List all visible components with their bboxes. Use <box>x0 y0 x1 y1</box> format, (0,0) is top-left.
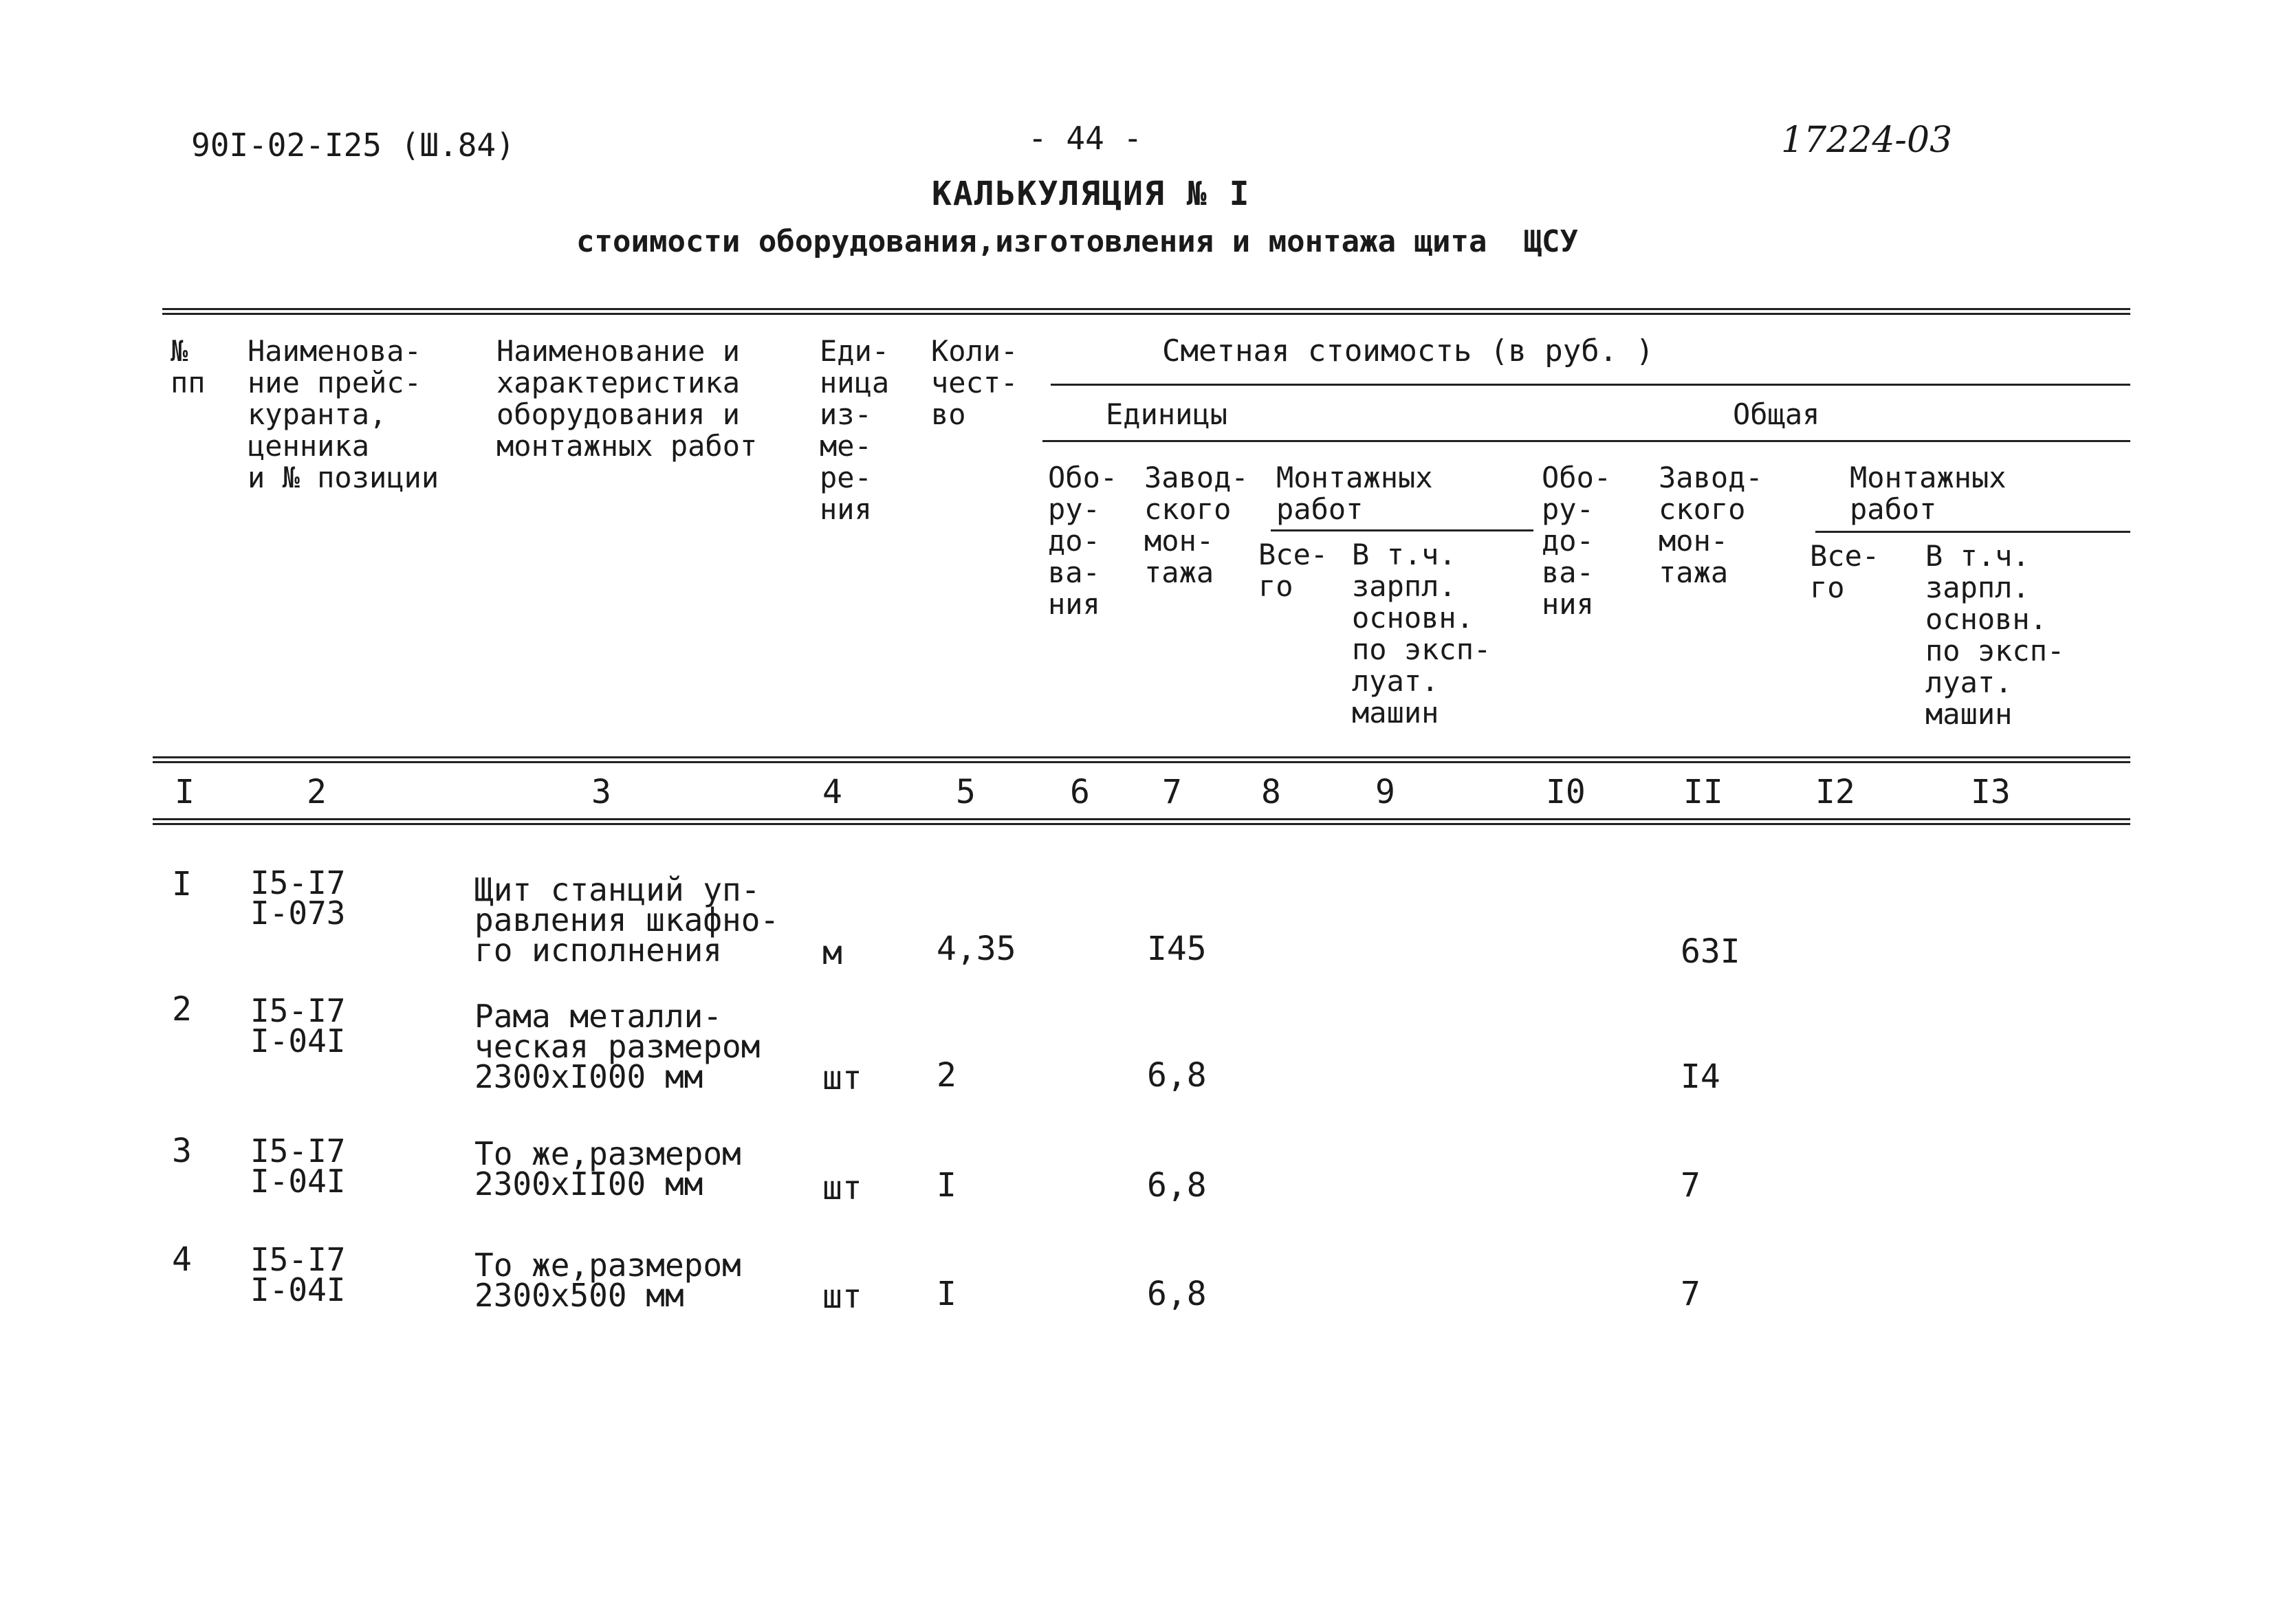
header-unit-vsego: Все- го <box>1258 538 1329 603</box>
row-qty: 2 <box>937 1056 956 1095</box>
row-number: I <box>172 865 192 903</box>
header-smetnaya: Сметная стоимость (в руб. ) <box>1162 333 1654 369</box>
header-edinitsy: Единицы <box>1106 397 1228 431</box>
column-number: 2 <box>307 773 327 811</box>
column-number: 5 <box>956 773 976 811</box>
row-pricelist-code: I5-I7 I-04I <box>250 1132 346 1200</box>
row-unit-zavod: 6,8 <box>1147 1275 1207 1313</box>
header-total-montazh: Монтажных работ <box>1850 461 2007 526</box>
header-qty: Коли- чест- во <box>931 334 1018 431</box>
page-number: - 44 - <box>1028 120 1143 157</box>
column-number: I2 <box>1815 773 1855 811</box>
smetnaya-rule <box>1051 384 2130 386</box>
row-unit: шт <box>822 1059 862 1097</box>
header-unit-montazh: Монтажных работ <box>1276 461 1433 526</box>
header-total-vsego: Все- го <box>1810 539 1880 604</box>
unit-montazh-rule <box>1271 529 1533 531</box>
row-name: Рама металли- ческая размером 2300хI000 мм <box>474 998 761 1095</box>
edinitsy-rule <box>1042 440 2130 442</box>
column-number: 9 <box>1375 773 1395 811</box>
column-number: I0 <box>1546 773 1586 811</box>
document-title: КАЛЬКУЛЯЦИЯ № I <box>932 175 1251 213</box>
row-unit-zavod: 6,8 <box>1147 1166 1207 1205</box>
row-pricelist-code: I5-I7 I-073 <box>250 864 346 932</box>
document-code: 90I-02-I25 (Ш.84) <box>191 127 515 164</box>
column-number: I <box>175 773 195 811</box>
column-number: 8 <box>1261 773 1281 811</box>
column-number: 4 <box>822 773 842 811</box>
header-unit-zavod: Завод- ского мон- тажа <box>1144 461 1249 589</box>
row-total-zavod: 7 <box>1681 1166 1701 1205</box>
header-total-vtch: В т.ч. зарпл. основн. по эксп- луат. машин <box>1925 539 2065 731</box>
row-number: 4 <box>172 1240 192 1279</box>
column-number: 3 <box>591 773 611 811</box>
header-total-zavod: Завод- ского мон- тажа <box>1659 461 1763 589</box>
row-qty: 4,35 <box>937 930 1016 968</box>
row-unit-zavod: I45 <box>1147 930 1207 968</box>
header-unit-vtch: В т.ч. зарпл. основн. по эксп- луат. машин <box>1352 538 1491 729</box>
header-unit: Еди- ница из- ме- ре- ния <box>820 334 890 526</box>
row-pricelist-code: I5-I7 I-04I <box>250 992 346 1060</box>
row-total-zavod: 63I <box>1681 932 1740 971</box>
colnum-bottom-rule <box>153 818 2130 825</box>
row-total-zavod: 7 <box>1681 1275 1701 1313</box>
inventory-number: 17224-03 <box>1781 120 1953 161</box>
row-pricelist-code: I5-I7 I-04I <box>250 1241 346 1308</box>
row-number: 2 <box>172 990 192 1029</box>
header-name: Наименование и характеристика оборудования и монтажных работ <box>496 334 758 463</box>
row-qty: I <box>937 1275 956 1313</box>
row-total-zavod: I4 <box>1681 1057 1720 1096</box>
header-pricelist: Наименова- ние прейс- куранта, ценника и № позиции <box>248 334 439 494</box>
row-unit-zavod: 6,8 <box>1147 1056 1207 1095</box>
header-bottom-rule <box>153 756 2130 763</box>
total-montazh-rule <box>1815 531 2130 533</box>
column-number: II <box>1683 773 1723 811</box>
document-subtitle: стоимости оборудования,изготовления и монтажа щита ЩСУ <box>576 224 1578 259</box>
row-qty: I <box>937 1166 956 1205</box>
column-number: 7 <box>1162 773 1182 811</box>
row-name: То же,размером 2300х500 мм <box>474 1247 741 1314</box>
row-unit: шт <box>822 1169 862 1207</box>
row-name: То же,размером 2300хII00 мм <box>474 1135 741 1203</box>
column-number: 6 <box>1070 773 1090 811</box>
header-total-oborud: Обо- ру- до- ва- ния <box>1542 461 1612 621</box>
header-unit-oborud: Обо- ру- до- ва- ния <box>1048 461 1118 621</box>
table-top-rule <box>162 308 2130 315</box>
row-number: 3 <box>172 1132 192 1170</box>
row-unit: м <box>822 934 842 972</box>
header-num: № пп <box>171 334 206 399</box>
row-name: Щит станций уп- равления шкафно- го исполнения <box>474 871 780 969</box>
header-obshaya: Общая <box>1733 397 1820 431</box>
row-unit: шт <box>822 1277 862 1316</box>
column-number: I3 <box>1971 773 2011 811</box>
